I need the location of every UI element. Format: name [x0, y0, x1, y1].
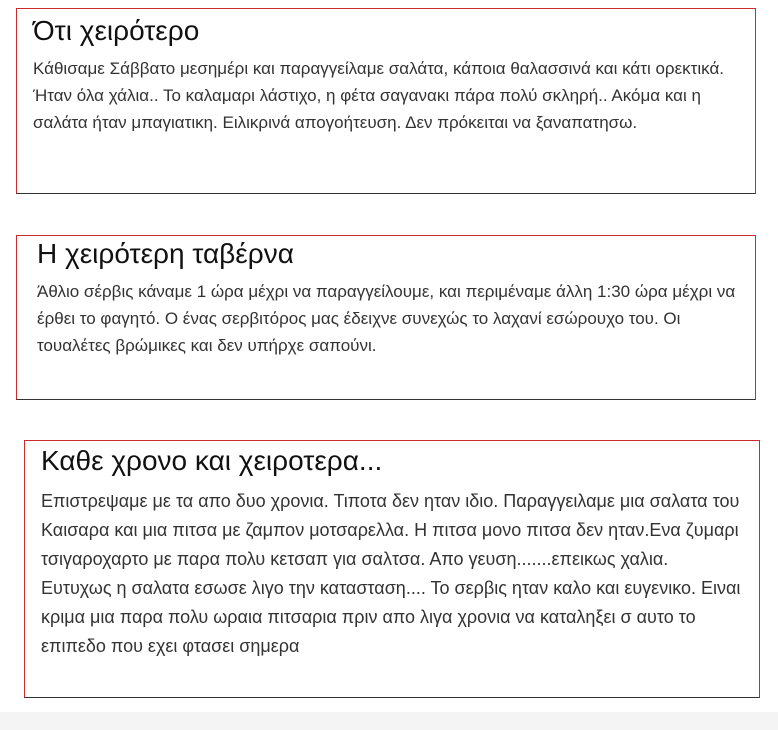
review-title: Ότι χειρότερο: [33, 15, 200, 46]
review-text: Κάθισαμε Σάββατο μεσημέρι και παραγγείλαμε σαλάτα, κάποια θαλασσινά και κάτι ορεκτικά. Ήταν όλα χάλια.. Το καλαμαρι λάστιχο, η φέτα σαγανακι πάρα πολύ σκληρή.. Ακόμα και η σαλάτα ήταν μπαγιατικη. Ειλικρινά απογοήτευση. Δεν πρόκειται να ξαναπατησω.: [33, 59, 724, 133]
review-title: Καθε χρονο και χειροτερα...: [41, 445, 383, 476]
review-text: Επιστρεψαμε με τα απο δυο χρονια. Τιποτα δεν ηταν ιδιο. Παραγγειλαμε μια σαλατα του Καισαρα και μια πιτσα με ζαμπον μοτσαρελλα. Η πιτσα μονο πιτσα δεν ηταν.Ενα ζυμαρι τσιγαροχαρτο με παρα πολυ κετσαπ για σαλτσα. Απο γευση.......επεικως χαλια. Ευτυχως η σαλατα εσωσε λιγο την κατασταση.... Το σερβις ηταν καλο και ευγενικο. Ειναι κριμα μια παρα πολυ ωραια πιτσαρια πριν απο λιγα χρονια να καταληξει σ αυτο το επιπεδο που εχει φτασει σημερα: [41, 491, 741, 657]
review-card: [16, 235, 756, 400]
review-card: [24, 440, 760, 698]
review-card: [16, 8, 756, 194]
page-footer-strip: [0, 712, 778, 730]
review-text: Άθλιο σέρβις κάναμε 1 ώρα μέχρι να παραγγείλουμε, και περιμέναμε άλλη 1:30 ώρα μέχρι να έρθει το φαγητό. Ο ένας σερβιτόρος μας έδειχνε συνεχώς το λαχανί εσώρουχο του. Οι τουαλέτες βρώμικες και δεν υπήρχε σαπούνι.: [37, 282, 736, 356]
review-title: Η χειρότερη ταβέρνα: [37, 238, 294, 269]
